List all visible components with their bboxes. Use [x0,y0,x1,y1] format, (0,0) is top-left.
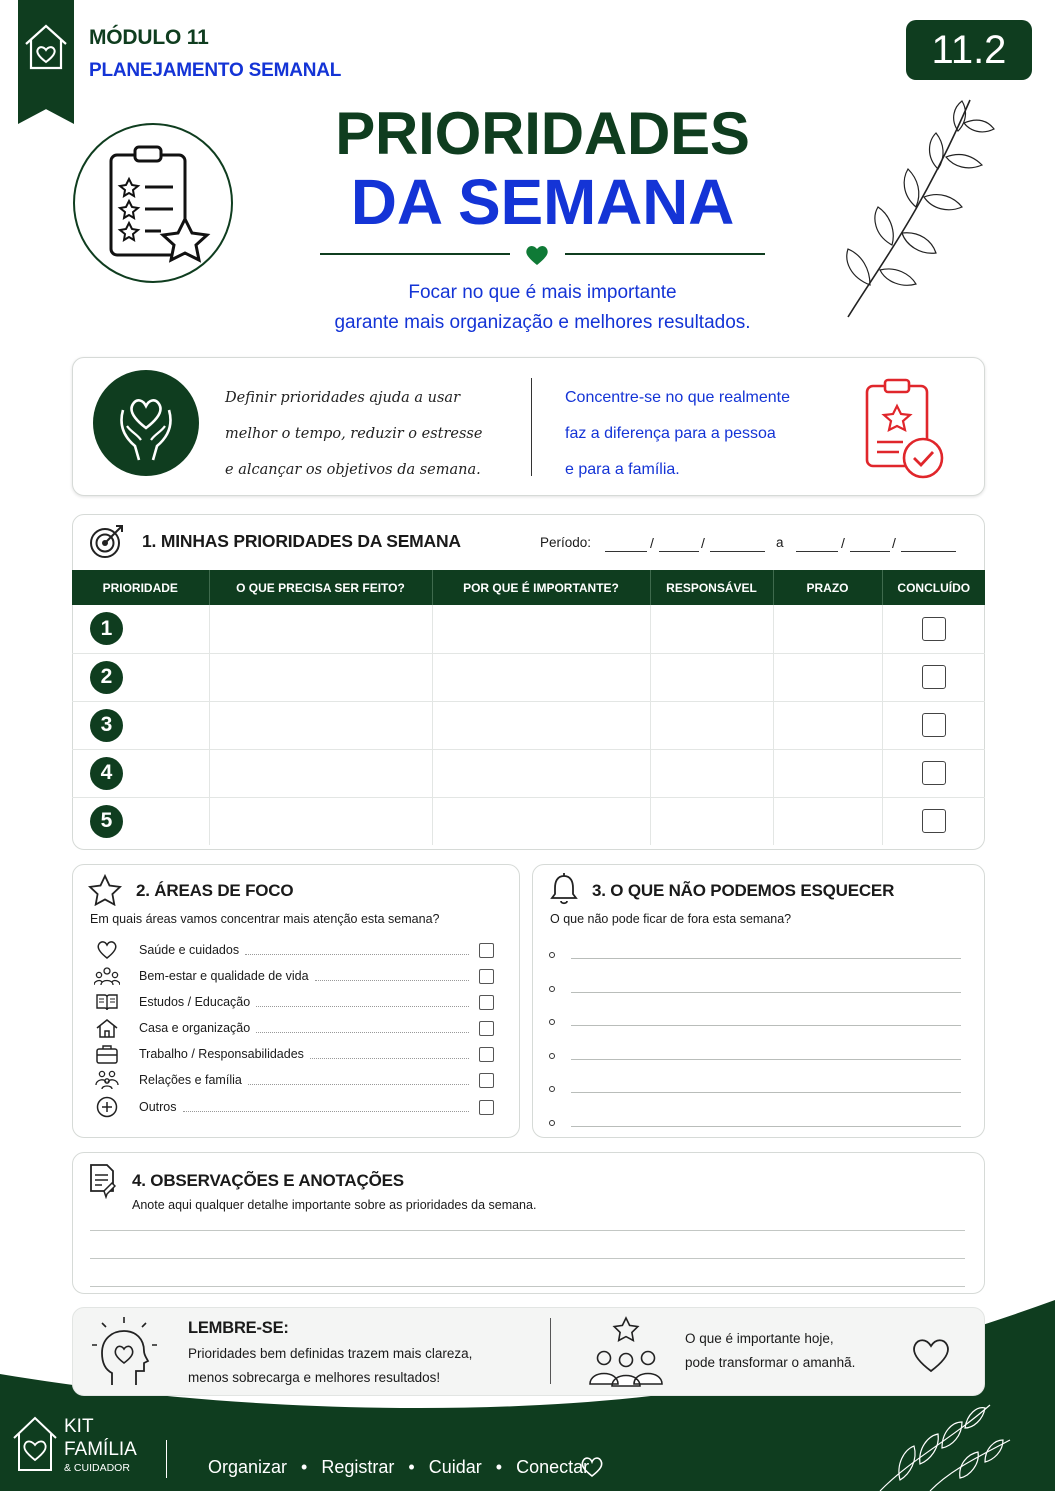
family-icon [94,1070,120,1090]
reminder-line: Prioridades bem definidas trazem mais clareza, [188,1346,473,1361]
focus-area-checkbox[interactable] [479,969,494,984]
done-checkbox[interactable] [922,713,946,737]
page-number-badge: 11.2 [906,20,1032,80]
footer-leaves-illustration [870,1400,1020,1491]
people-icon [94,966,120,986]
done-checkbox[interactable] [922,665,946,689]
footer-heart-icon [580,1456,604,1478]
dont-forget-heading: 3. O QUE NÃO PODEMOS ESQUECER [592,881,895,900]
reason-cell[interactable] [432,797,650,845]
clipboard-star-icon [73,123,233,283]
reason-cell[interactable] [432,701,650,749]
priority-cell [72,797,209,845]
nav-separator: • [301,1457,308,1477]
focus-area-label: Outros [139,1100,177,1114]
dont-forget-line[interactable] [549,946,961,966]
task-cell[interactable] [209,653,432,701]
deadline-cell[interactable] [773,749,882,797]
dont-forget-line[interactable] [549,1114,961,1134]
module-subtitle: PLANEJAMENTO SEMANAL [89,60,342,81]
notes-prompt: Anote aqui qualquer detalhe importante sobre as prioridades da semana. [132,1198,537,1212]
clipboard-badge [73,123,233,283]
responsible-cell[interactable] [650,605,773,653]
dont-forget-prompt: O que não pode ficar de fora esta semana? [550,912,792,926]
footer-nav-organizar[interactable]: Organizar [208,1457,288,1477]
heart-outline-icon [910,1335,952,1375]
home-heart-icon [18,0,74,80]
dont-forget-line[interactable] [549,1047,961,1067]
focus-area-row [94,1096,494,1118]
deadline-cell[interactable] [773,797,882,845]
focus-area-row [94,965,494,987]
table-header-row [72,570,985,605]
notes-line[interactable] [90,1230,965,1231]
tagline-line1: Focar no que é mais importante [408,282,677,303]
task-cell[interactable] [209,797,432,845]
period-to-label: a [776,535,784,550]
done-checkbox[interactable] [922,761,946,785]
focus-areas-heading: 2. ÁREAS DE FOCO [136,881,294,900]
deadline-cell[interactable] [773,605,882,653]
column-header: PRAZO [773,570,882,605]
table-row [72,701,985,749]
intro-script-line: Definir prioridades ajuda a usar [225,390,461,406]
priorities-table [72,570,985,845]
responsible-cell[interactable] [650,749,773,797]
intro-focus-line: e para a família. [565,461,680,478]
title-divider-right [565,253,765,255]
column-header: PRIORIDADE [72,570,209,605]
dont-forget-line[interactable] [549,1013,961,1033]
intro-focus-text [565,380,790,488]
home-icon [95,1018,119,1038]
focus-area-checkbox[interactable] [479,1100,494,1115]
task-cell[interactable] [209,605,432,653]
focus-area-checkbox[interactable] [479,1073,494,1088]
table-row [72,749,985,797]
book-icon [95,992,119,1012]
notes-heading: 4. OBSERVAÇÕES E ANOTAÇÕES [132,1171,404,1190]
priority-cell [72,653,209,701]
clipboard-check-icon [863,376,953,480]
priority-cell [72,749,209,797]
focus-area-row [94,1017,494,1039]
focus-area-label: Bem-estar e qualidade de vida [139,969,309,983]
briefcase-icon [95,1044,119,1064]
priority-number: 2 [90,661,123,694]
target-icon [88,523,126,559]
focus-area-checkbox[interactable] [479,1047,494,1062]
table-row [72,605,985,653]
task-cell[interactable] [209,749,432,797]
focus-area-label: Saúde e cuidados [139,943,240,957]
dont-forget-line[interactable] [549,1080,961,1100]
intro-focus-line: Concentre-se no que realmente [565,389,791,406]
notes-icon [88,1163,116,1199]
reminder-line: menos sobrecarga e melhores resultados! [188,1370,441,1385]
priority-number: 5 [90,805,123,838]
reminder-divider [550,1318,551,1384]
priority-number: 4 [90,757,123,790]
priority-number: 3 [90,709,123,742]
nav-separator: • [495,1457,503,1477]
intro-focus-line: faz a diferença para a pessoa [565,425,776,442]
done-checkbox[interactable] [922,617,946,641]
module-label: MÓDULO 11 [89,26,209,49]
responsible-cell[interactable] [650,653,773,701]
footer-nav [208,1457,589,1478]
brand-home-heart-icon [10,1414,60,1474]
column-header: CONCLUÍDO [882,570,985,605]
focus-area-label: Estudos / Educação [139,995,251,1009]
column-header: RESPONSÁVEL [650,570,773,605]
reason-cell[interactable] [432,605,650,653]
focus-area-row [94,991,494,1013]
responsible-cell[interactable] [650,797,773,845]
group-star-icon [586,1316,666,1388]
plus-circle-icon [96,1096,118,1118]
column-header: O QUE PRECISA SER FEITO? [209,570,432,605]
priority-cell [72,605,209,653]
reminder-title: LEMBRE-SE: [188,1319,289,1337]
period-label: Período: [540,535,592,550]
focus-area-row [94,1043,494,1065]
reason-cell[interactable] [432,653,650,701]
intro-script-line: e alcançar os objetivos da semana. [225,462,481,478]
quote-line: O que é importante hoje, [685,1331,834,1346]
deadline-cell[interactable] [773,701,882,749]
footer-divider [166,1440,167,1478]
period-start-field[interactable]: / / [605,535,765,553]
task-cell[interactable] [209,701,432,749]
notes-line[interactable] [90,1258,965,1259]
reason-cell[interactable] [432,749,650,797]
responsible-cell[interactable] [650,701,773,749]
notes-line[interactable] [90,1286,965,1287]
tagline-line2: garante mais organização e melhores resultados. [334,312,751,333]
focus-area-checkbox[interactable] [479,1021,494,1036]
head-heart-icon [90,1315,160,1389]
intro-divider [531,378,532,476]
priorities-heading: 1. MINHAS PRIORIDADES DA SEMANA [142,531,461,551]
bell-icon [549,872,579,906]
focus-area-label: Trabalho / Responsabilidades [139,1047,304,1061]
focus-area-label: Relações e família [139,1073,242,1087]
brand-line1: KIT [64,1416,94,1437]
leafy-branch-illustration [840,95,1010,325]
footer-nav-conectar[interactable]: Conectar [516,1457,590,1477]
module-bookmark [18,0,74,124]
focus-area-row [94,939,494,961]
brand-line3: & CUIDADOR [64,1462,130,1474]
table-row [72,797,985,845]
focus-area-checkbox[interactable] [479,943,494,958]
focus-area-label: Casa e organização [139,1021,251,1035]
table-row [72,653,985,701]
divider-heart-icon [525,244,549,266]
focus-areas-prompt: Em quais áreas vamos concentrar mais atenção esta semana? [90,912,440,926]
footer-nav-cuidar[interactable]: Cuidar [428,1457,482,1477]
focus-area-checkbox[interactable] [479,995,494,1010]
deadline-cell[interactable] [773,653,882,701]
dont-forget-line[interactable] [549,980,961,1000]
star-icon [88,874,122,906]
intro-card [72,357,985,496]
hands-heart-badge [93,370,199,476]
done-checkbox[interactable] [922,809,946,833]
page-title-line1: PRIORIDADES [335,100,750,167]
priority-number: 1 [90,612,123,645]
title-divider-left [320,253,510,255]
page-title-line2: DA SEMANA [350,166,735,238]
priority-cell [72,701,209,749]
hands-heart-icon [93,370,199,476]
intro-script-line: melhor o tempo, reduzir o estresse [225,426,483,442]
intro-script-text [225,380,482,488]
focus-area-row [94,1069,494,1091]
period-end-field[interactable]: / / [796,535,956,553]
heart-icon [96,940,118,960]
column-header: POR QUE É IMPORTANTE? [432,570,650,605]
nav-separator: • [408,1457,415,1477]
footer-nav-registrar[interactable]: Registrar [321,1457,395,1477]
quote-line: pode transformar o amanhã. [685,1355,856,1370]
brand-line2: FAMÍLIA [64,1439,137,1460]
